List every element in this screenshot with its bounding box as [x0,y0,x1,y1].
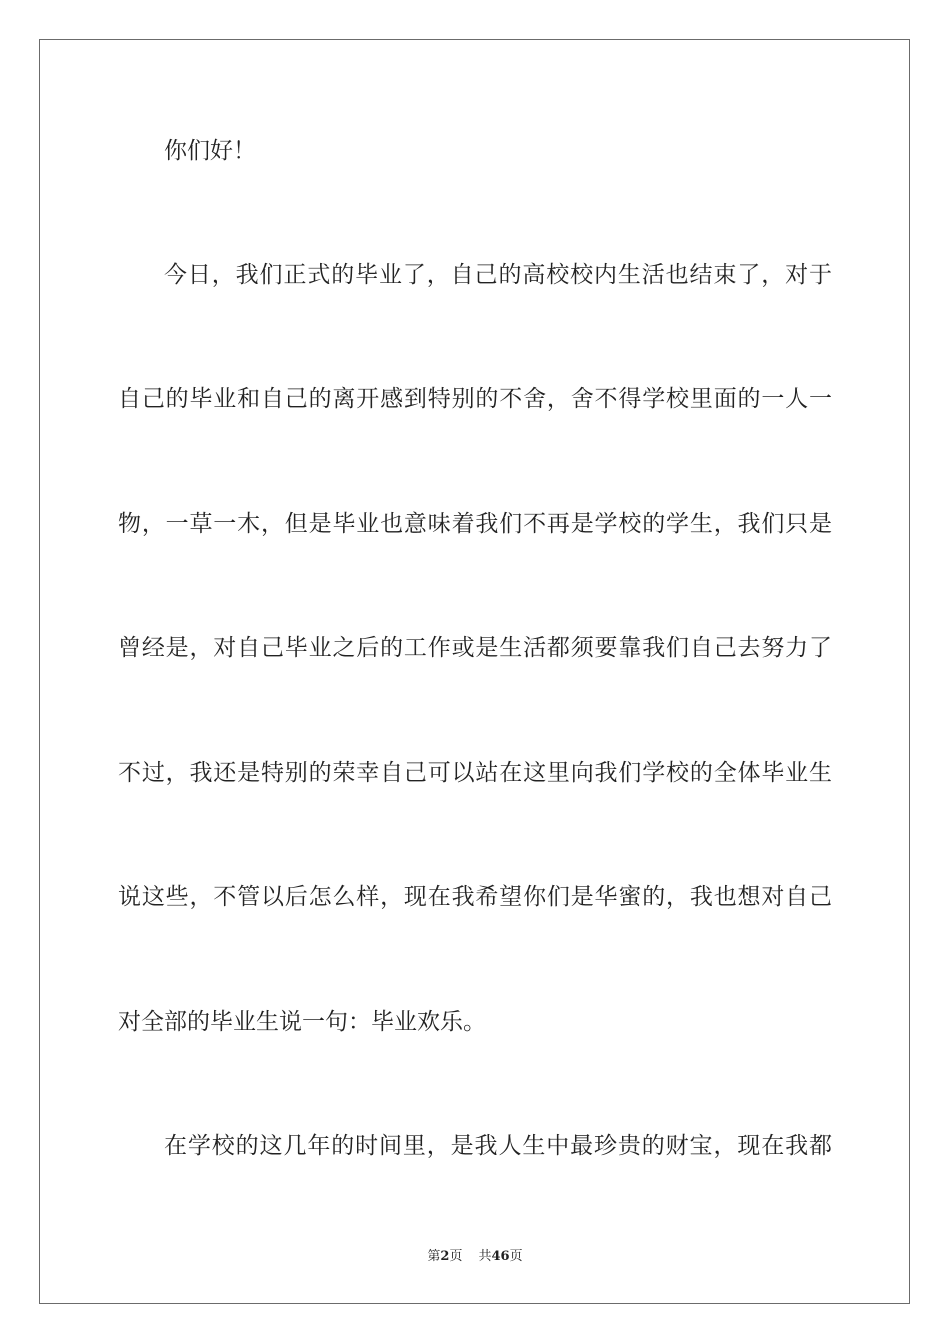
page-prefix: 第 [427,1249,441,1264]
body-line: 今日，我们正式的毕业了，自己的高校校内生活也结束了，对于 [164,262,832,288]
page-border [39,39,910,1304]
total-prefix: 共 [478,1249,492,1264]
body-line: 物，一草一木，但是毕业也意味着我们不再是学校的学生，我们只是 [118,511,832,537]
body-line: 不过，我还是特别的荣幸自己可以站在这里向我们学校的全体毕业生 [118,760,832,786]
body-line: 自己的毕业和自己的离开感到特别的不舍，舍不得学校里面的一人一 [118,386,832,412]
page-number: 2 [440,1249,450,1264]
page-suffix: 页 [449,1249,463,1264]
total-pages: 46 [491,1249,510,1264]
body-line: 在学校的这几年的时间里，是我人生中最珍贵的财宝，现在我都 [164,1133,832,1159]
body-line: 曾经是，对自己毕业之后的工作或是生活都须要靠我们自己去努力了 [118,635,832,661]
body-line: 说这些，不管以后怎么样，现在我希望你们是华蜜的，我也想对自己 [118,884,832,910]
greeting-line: 你们好！ [164,138,256,164]
body-line: 对全部的毕业生说一句：毕业欢乐。 [118,1009,486,1035]
page-footer [0,1248,950,1266]
total-suffix: 页 [509,1249,523,1264]
